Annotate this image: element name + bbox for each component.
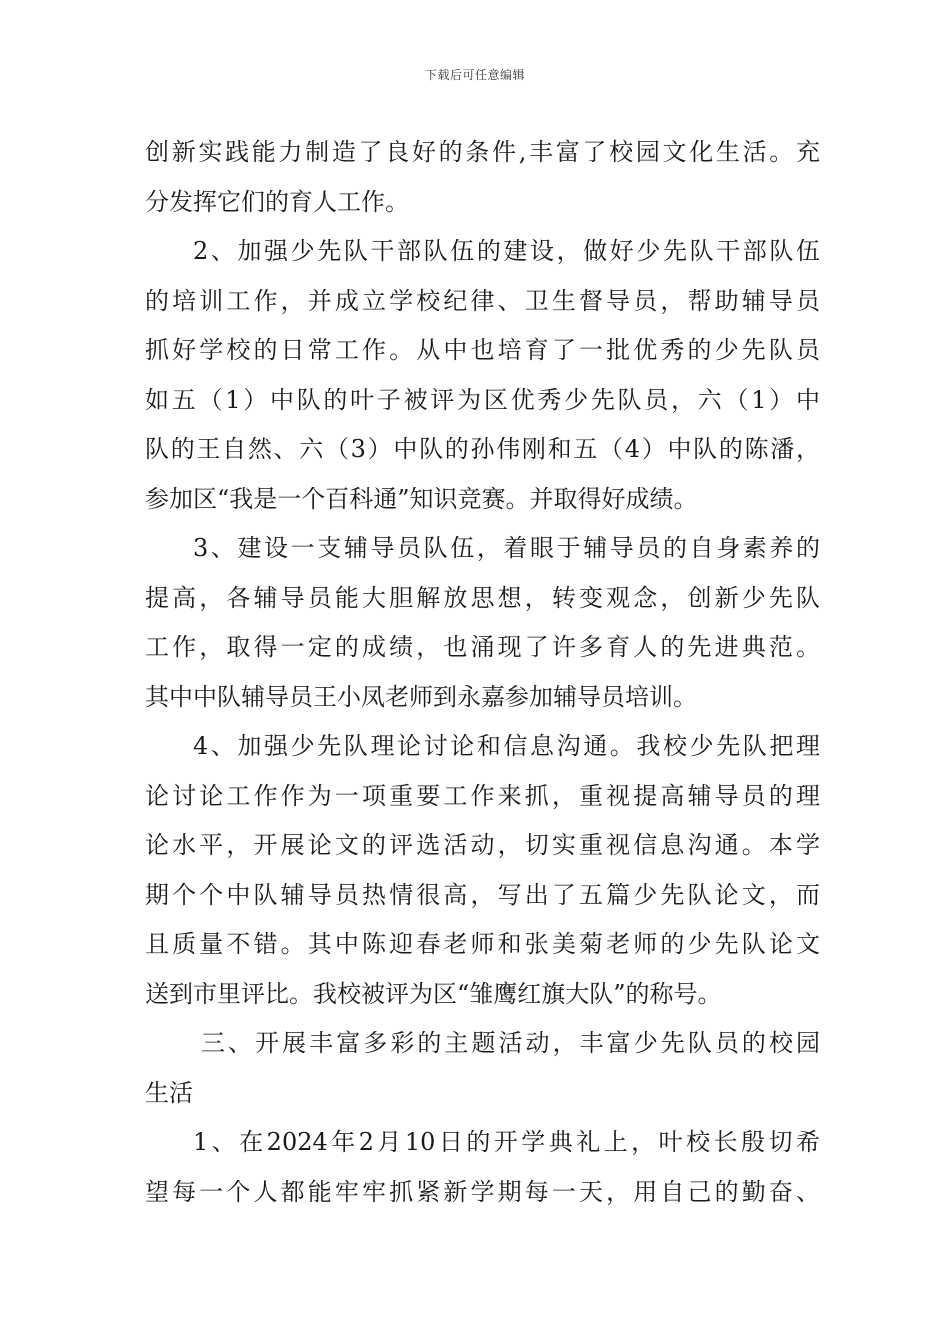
text-line: 参加区“我是一个百科通”知识竞赛。并取得好成绩。 [145, 484, 698, 513]
text-line: 望每一个人都能牢牢抓紧新学期每一天，用自己的勤奋、 [145, 1177, 820, 1206]
text-line: 分发挥它们的育人工作。 [145, 187, 409, 216]
text-line: 论水平，开展论文的评选活动，切实重视信息沟通。本学 [145, 831, 820, 859]
text-line: 论讨论工作作为一项重要工作来抓，重视提高辅导员的理 [145, 781, 820, 810]
text-line: 提高，各辅导员能大胆解放思想，转变观念，创新少先队 [145, 583, 820, 612]
text-line: 且质量不错。其中陈迎春老师和张美菊老师的少先队论文 [145, 930, 820, 958]
document-body [145, 128, 820, 1217]
text-line: 其中中队辅导员王小凤老师到永嘉参加辅导员培训。 [145, 682, 697, 711]
text-line: 队的王自然、六（3）中队的孙伟刚和五（4）中队的陈潘， [145, 435, 820, 463]
section-heading-line: 三、开展丰富多彩的主题活动，丰富少先队员的校园 [201, 1029, 820, 1057]
text-line: 如五（1）中队的叶子被评为区优秀少先队员，六（1）中 [145, 385, 820, 414]
text-line: 创新实践能力制造了良好的条件,丰富了校园文化生活。充 [145, 138, 820, 166]
text-line: 抓好学校的日常工作。从中也培育了一批优秀的少先队员 [145, 336, 820, 364]
text-line: 2、加强少先队干部队伍的建设，做好少先队干部队伍 [193, 237, 820, 265]
text-line: 的培训工作，并成立学校纪律、卫生督导员，帮助辅导员 [145, 286, 820, 315]
section-heading-line: 生活 [145, 1078, 193, 1107]
text-line: 3、建设一支辅导员队伍，着眼于辅导员的自身素养的 [193, 534, 820, 562]
text-line: 工作，取得一定的成绩，也涌现了许多育人的先进典范。 [145, 633, 820, 661]
text-line: 1、在2024年2月10日的开学典礼上，叶校长殷切希 [193, 1128, 820, 1156]
text-line: 送到市里评比。我校被评为区“雏鹰红旗大队”的称号。 [145, 979, 722, 1008]
text-line: 4、加强少先队理论讨论和信息沟通。我校少先队把理 [193, 732, 820, 760]
page-header: 下载后可任意编辑 [424, 68, 525, 82]
text-line: 期个个中队辅导员热情很高，写出了五篇少先队论文，而 [145, 880, 820, 909]
